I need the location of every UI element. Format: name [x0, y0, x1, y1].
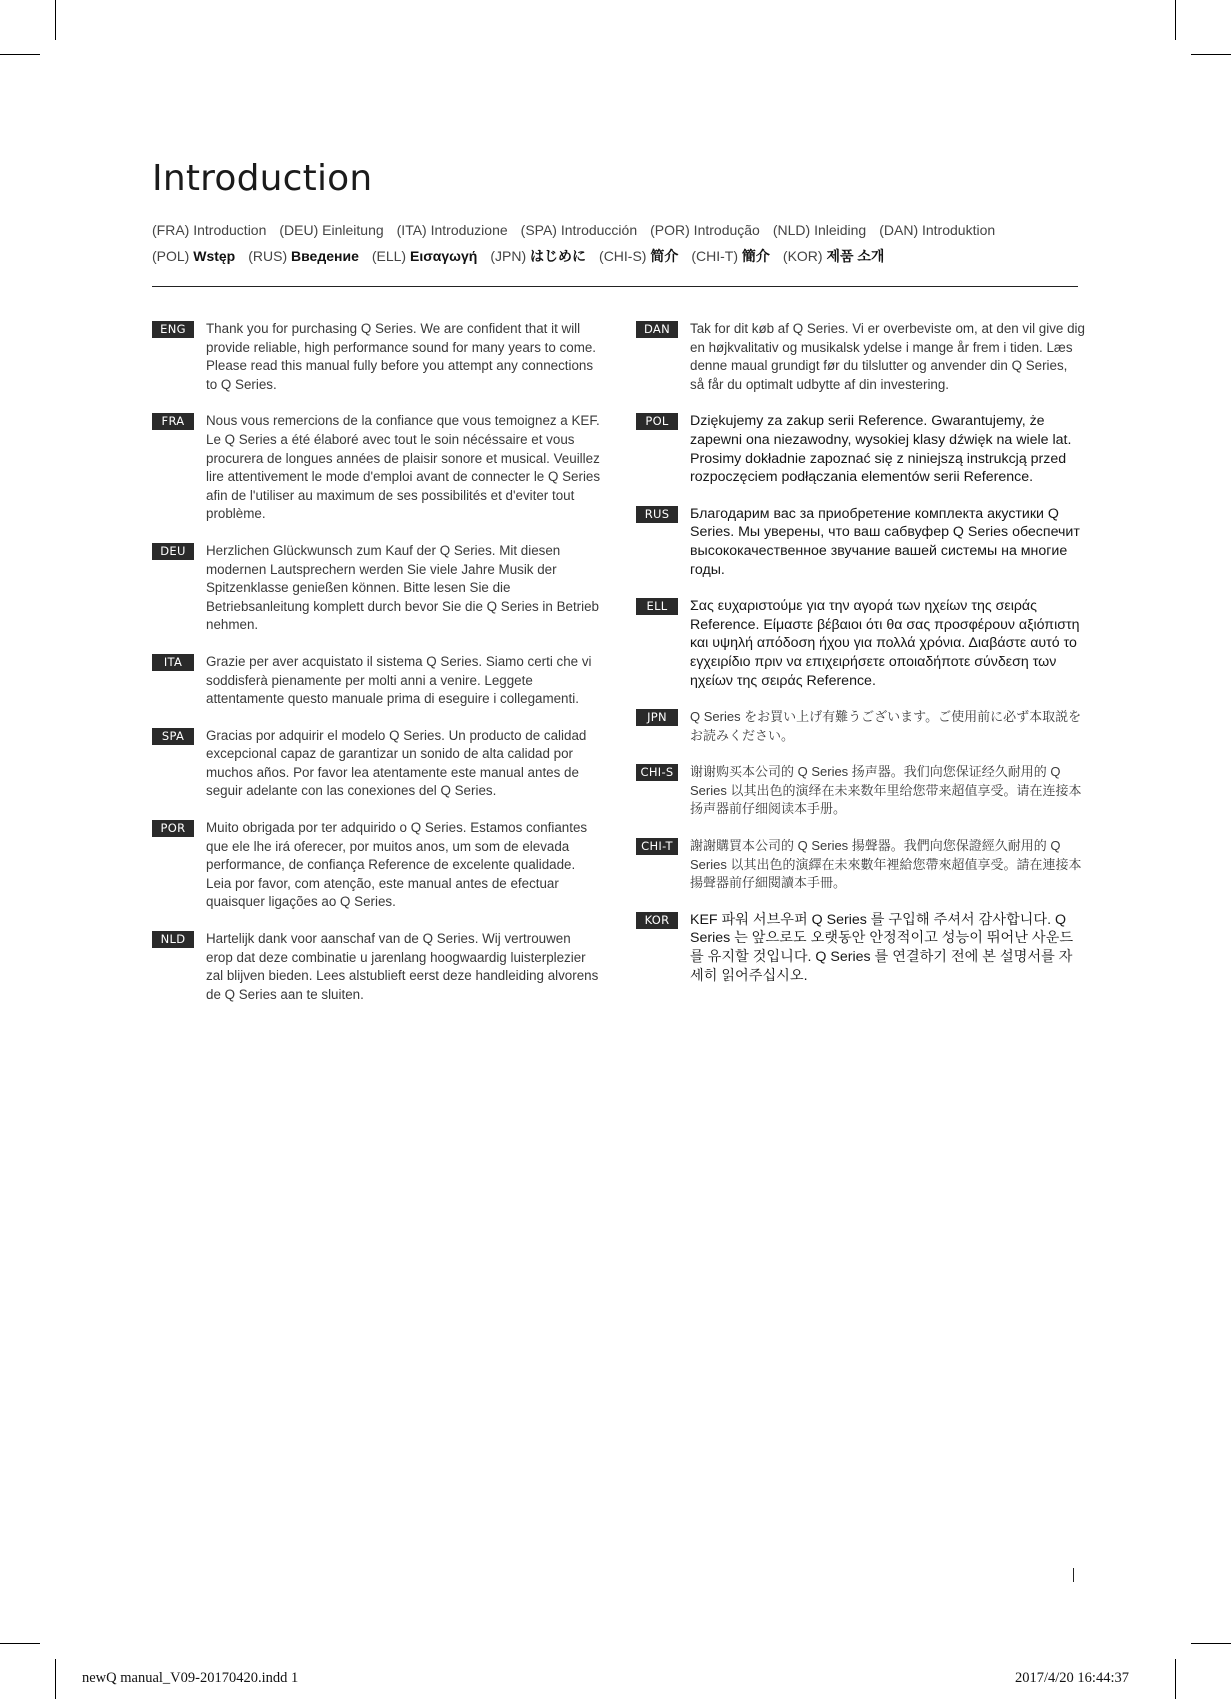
subtitle-word: 제품 소개: [826, 248, 885, 264]
crop-mark-top-right: [1175, 0, 1176, 40]
subtitle-translation: [599, 248, 678, 264]
language-code-badge: DAN: [636, 321, 678, 338]
language-entry-chi-t: [636, 837, 1086, 893]
language-code-badge: KOR: [636, 912, 678, 929]
subtitle-language-code: (POL): [152, 248, 194, 264]
language-code-badge: SPA: [152, 728, 194, 745]
subtitle-word: Введение: [291, 248, 359, 264]
crop-mark-bottom-left-h: [0, 1643, 40, 1644]
page-title: Introduction: [152, 158, 373, 199]
crop-mark-top-left-h: [0, 54, 40, 55]
language-entry-text: Thank you for purchasing Q Series. We are confident that it will provide reliable, high performance sound for many years to come. Please read this manual fully before you attempt any connections to Q Series.: [206, 321, 597, 392]
header-divider: [152, 286, 1078, 287]
subtitle-translations-line-2: [152, 246, 897, 266]
subtitle-translation: (DEU) Einleitung: [279, 222, 384, 238]
subtitle-translation: [691, 248, 770, 264]
language-entry-kor: [636, 911, 1086, 985]
language-entry-text: Muito obrigada por ter adquirido o Q Series. Estamos confiantes que ele lhe irá oferecer, por muitos anos, um som de elevada performance, de confiança Reference de excelente qualidade. Leia por favor, com atenção, este manual antes de efectuar quaisquer ligações ao Q Series.: [206, 820, 588, 910]
subtitle-translation: [490, 248, 586, 264]
subtitle-translation: (FRA) Introduction: [152, 222, 267, 238]
crop-mark-bottom-right: [1175, 1659, 1176, 1699]
left-column: [152, 320, 602, 1022]
language-entry-text: Gracias por adquirir el modelo Q Series. Un producto de calidad excepcional capaz de garantizar un sonido de alta calidad por muchos años. Por favor lea atentamente este manual antes de seguir adelante con las conexiones del Q Series.: [206, 727, 587, 799]
language-entry-rus: [636, 505, 1086, 579]
subtitle-translation: (ITA) Introduzione: [396, 222, 508, 238]
language-entry-ell: [636, 597, 1086, 690]
language-entry-pol: [636, 412, 1086, 486]
language-code-badge: NLD: [152, 931, 194, 948]
subtitle-translation: (NLD) Inleiding: [772, 222, 867, 238]
language-code-badge: ENG: [152, 321, 194, 338]
crop-mark-bottom-right-h: [1191, 1643, 1231, 1644]
subtitle-language-code: (JPN): [490, 248, 531, 264]
language-entry-text: Nous vous remercions de la confiance que vous temoignez a KEF. Le Q Series a été élaboré avec tout le soin nécéssaire et vous procurera de longues années de plaisir sonore et musical. Veuillez lire attentivement le mode d'emploi avant de connecter le Q Series afin de l'utiliser au maximum de ses possibilités et d'eviter tout problème.: [206, 413, 601, 522]
language-code-badge: ITA: [152, 654, 194, 671]
language-entry-nld: [152, 930, 602, 1004]
language-entry-text: KEF 파워 서브우퍼 Q Series 를 구입해 주셔서 감사합니다. Q Series 는 앞으로도 오랫동안 안정적이고 성능이 뛰어난 사운드를 유지할 것입니다. Q Series 를 연결하기 전에 본 설명서를 자세히 읽어주십시오.: [690, 911, 1074, 984]
footer-datetime: 2017/4/20 16:44:37: [1015, 1670, 1129, 1686]
language-code-badge: JPN: [636, 709, 678, 726]
language-entry-text: Dziękujemy za zakup serii Reference. Gwarantujemy, że zapewni ona niezawodny, wysokiej klasy dźwięk na wiele lat. Prosimy dokładnie zapoznać się z niniejszą instrukcją przed rozpoczęciem podłączania elementów serii Reference.: [690, 413, 1072, 486]
subtitle-word: 简介: [650, 248, 679, 264]
language-entry-dan: [636, 320, 1086, 394]
right-column: [636, 320, 1086, 1003]
subtitle-language-code: (KOR): [782, 248, 827, 264]
language-entry-text: 谢谢购买本公司的 Q Series 扬声器。我们向您保证经久耐用的 Q Series 以其出色的演绎在未来数年里给您带来超值享受。请在连接本扬声器前仔细阅读本手册。: [690, 764, 1082, 817]
language-code-badge: RUS: [636, 506, 678, 523]
subtitle-translation: [783, 248, 885, 264]
language-entry-text: Hartelijk dank voor aanschaf van de Q Series. Wij vertrouwen erop dat deze combinatie u jarenlang hoogwaardig luisterplezier zal blijven bieden. Lees alstublieft eerst deze handleiding alvorens de Q Series aan te sluiten.: [206, 931, 599, 1002]
subtitle-translation: [152, 248, 235, 264]
page-number-marker: [1073, 1568, 1074, 1582]
language-entry-fra: [152, 412, 602, 524]
subtitle-translation: (POR) Introdução: [650, 222, 760, 238]
subtitle-translation: (DAN) Introduktion: [879, 222, 996, 238]
language-entry-eng: [152, 320, 602, 394]
language-entry-text: 謝謝購買本公司的 Q Series 揚聲器。我們向您保證經久耐用的 Q Series 以其出色的演繹在未來數年裡給您帶來超值享受。請在連接本揚聲器前仔細閱讀本手冊。: [690, 838, 1082, 891]
crop-mark-top-right-h: [1191, 54, 1231, 55]
language-code-badge: POR: [152, 820, 194, 837]
language-entry-text: Благодарим вас за приобретение комплекта акустики Q Series. Мы уверены, что ваш сабвуфер Q Series обеспечит высококачественное звучание вашей системы на многие годы.: [690, 505, 1080, 578]
crop-mark-top-left: [55, 0, 56, 40]
subtitle-word: Wstęp: [193, 248, 236, 264]
language-code-badge: DEU: [152, 543, 194, 560]
subtitle-language-code: (RUS): [248, 248, 292, 264]
language-code-badge: CHI-S: [636, 764, 678, 781]
subtitle-translation: [372, 248, 478, 264]
footer-filename: newQ manual_V09-20170420.indd 1: [82, 1670, 299, 1686]
language-entry-spa: [152, 727, 602, 801]
language-entry-text: Tak for dit køb af Q Series. Vi er overbeviste om, at den vil give dig en højkvalitativ og musikalsk ydelse i mange år frem i tiden. Læs denne maual grundigt før du tilslutter og anvender din Q Series, så får du optimalt udbytte af din investering.: [690, 321, 1085, 392]
language-code-badge: CHI-T: [636, 838, 678, 855]
language-entry-text: Σας ευχαριστούμε για την αγορά των ηχείων της σειράς Reference. Είμαστε βέβαιοι ότι θα σας προσφέρουν αξιόπιστη και υψηλή απόδοση ήχου για πολλά χρόνια. Διαβάστε αυτό το εγχειρίδιο πριν να επιχειρήσετε οποιαδήποτε σύνδεση των ηχείων της σειράς Reference.: [690, 598, 1080, 689]
crop-mark-bottom-left: [55, 1659, 56, 1699]
subtitle-language-code: (CHI-S): [599, 248, 651, 264]
subtitle-translation: (SPA) Introducción: [520, 222, 638, 238]
language-entry-text: Q Series をお買い上げ有難うございます。ご使用前に必ず本取説をお読みください。: [690, 709, 1082, 743]
subtitle-translations-line-1: [152, 222, 1008, 238]
language-entry-chi-s: [636, 763, 1086, 819]
language-entry-text: Grazie per aver acquistato il sistema Q Series. Siamo certi che vi soddisferà pienamente per molti anni a venire. Leggete attentamente questo manuale prima di eseguire i collegamenti.: [206, 653, 592, 707]
language-entry-jpn: [636, 708, 1086, 745]
language-entry-deu: [152, 542, 602, 635]
subtitle-word: はじめに: [530, 248, 587, 264]
subtitle-word: Εισαγωγή: [409, 248, 478, 264]
subtitle-word: 簡介: [741, 248, 770, 264]
language-code-badge: FRA: [152, 413, 194, 430]
language-entry-por: [152, 819, 602, 912]
language-entry-text: Herzlichen Glückwunsch zum Kauf der Q Series. Mit diesen modernen Lautsprechern werden Sie viele Jahre Musik der Spitzenklasse genießen können. Bitte lesen Sie die Betriebsanleitung komplett durch bevor Sie die Q Series in Betrieb nehmen.: [206, 542, 600, 633]
subtitle-language-code: (CHI-T): [691, 248, 742, 264]
language-entry-ita: [152, 653, 602, 709]
language-code-badge: ELL: [636, 598, 678, 615]
language-code-badge: POL: [636, 413, 678, 430]
subtitle-translation: [248, 248, 359, 264]
subtitle-language-code: (ELL): [371, 248, 410, 264]
